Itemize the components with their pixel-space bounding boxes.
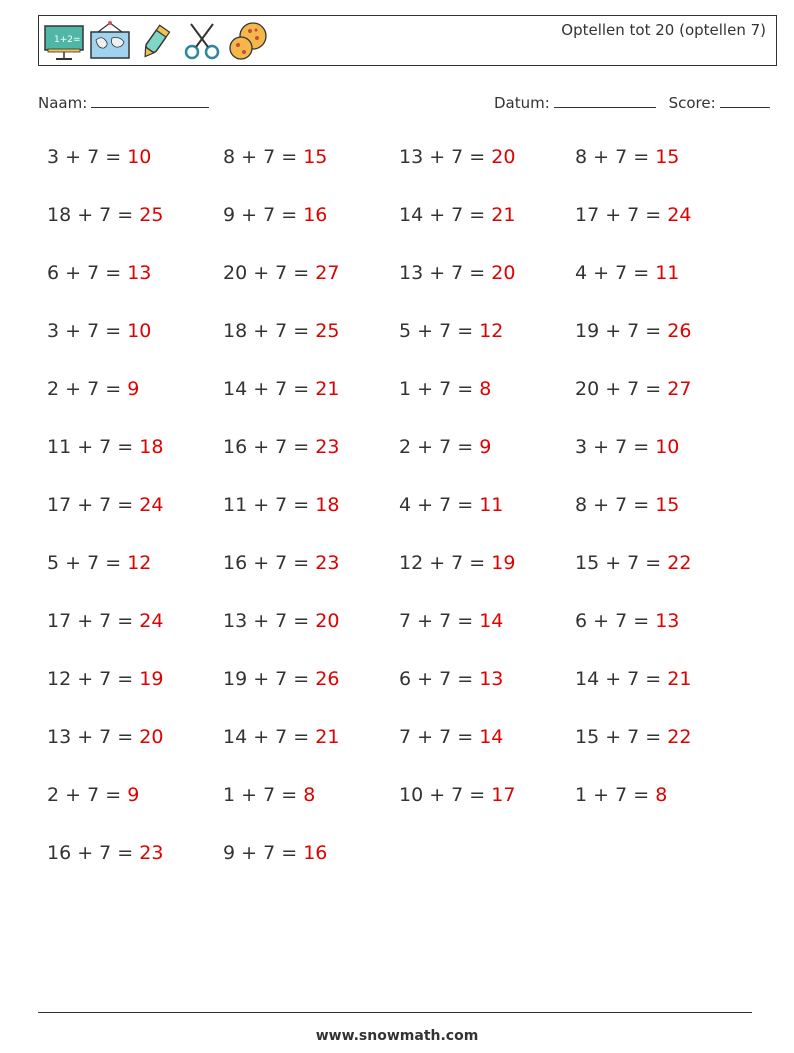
date-blank-line [554, 92, 656, 108]
problem-question: 8 + 7 = [575, 494, 656, 516]
problem-question: 16 + 7 = [223, 552, 316, 574]
problem-question: 12 + 7 = [399, 552, 492, 574]
problem-question: 5 + 7 = [47, 552, 128, 574]
footer-divider [38, 1012, 752, 1013]
problem-question: 6 + 7 = [575, 610, 656, 632]
problem-row [47, 378, 767, 436]
problem-item [223, 494, 399, 552]
problem-question: 14 + 7 = [575, 668, 668, 690]
problem-item [47, 320, 223, 378]
problem-row [47, 494, 767, 552]
problem-answer: 11 [479, 494, 504, 516]
problem-answer: 15 [655, 494, 680, 516]
problem-answer: 19 [139, 668, 164, 690]
problem-item [575, 610, 751, 668]
problem-answer: 13 [655, 610, 680, 632]
problem-question: 14 + 7 = [223, 378, 316, 400]
footer-site: www.snowmath.com [315, 1028, 479, 1044]
problem-answer: 21 [315, 726, 340, 748]
problem-question: 2 + 7 = [47, 784, 128, 806]
problem-answer: 14 [479, 726, 504, 748]
problem-answer: 22 [667, 726, 692, 748]
problem-answer: 8 [303, 784, 316, 806]
problem-answer: 21 [491, 204, 516, 226]
problem-question: 3 + 7 = [47, 320, 128, 342]
header-icons [42, 20, 270, 62]
problem-item [47, 146, 223, 204]
problem-answer: 24 [667, 204, 692, 226]
problem-item [223, 552, 399, 610]
problem-answer: 23 [315, 436, 340, 458]
problem-answer: 21 [315, 378, 340, 400]
problem-item [575, 146, 751, 204]
problem-question: 1 + 7 = [399, 378, 480, 400]
problem-row [47, 204, 767, 262]
problem-item [223, 436, 399, 494]
problem-answer: 12 [127, 552, 152, 574]
problem-question: 13 + 7 = [47, 726, 140, 748]
svg-text:1+2=: 1+2= [54, 35, 81, 45]
problem-answer: 23 [315, 552, 340, 574]
problem-row [47, 146, 767, 204]
problem-answer: 11 [655, 262, 680, 284]
cookie-icon [226, 20, 270, 62]
problem-item [399, 494, 575, 552]
problem-item [47, 726, 223, 784]
problem-question: 3 + 7 = [575, 436, 656, 458]
problem-answer: 24 [139, 610, 164, 632]
problem-question: 17 + 7 = [575, 204, 668, 226]
problem-answer: 20 [139, 726, 164, 748]
chalkboard-icon [42, 20, 86, 62]
problem-answer: 17 [491, 784, 516, 806]
problem-question: 13 + 7 = [399, 262, 492, 284]
problem-question: 7 + 7 = [399, 610, 480, 632]
problem-item [575, 784, 751, 842]
problem-answer: 16 [303, 204, 328, 226]
problem-answer: 19 [491, 552, 516, 574]
problem-item [399, 610, 575, 668]
problem-answer: 8 [479, 378, 492, 400]
problem-item [399, 784, 575, 842]
problem-question: 8 + 7 = [223, 146, 304, 168]
problem-item [47, 436, 223, 494]
problem-answer: 22 [667, 552, 692, 574]
problem-question: 19 + 7 = [223, 668, 316, 690]
problem-question: 16 + 7 = [223, 436, 316, 458]
problem-answer: 12 [479, 320, 504, 342]
problem-item [47, 204, 223, 262]
date-label: Datum: [494, 94, 550, 112]
problem-question: 20 + 7 = [223, 262, 316, 284]
worksheet-header [38, 15, 777, 66]
name-label: Naam: [38, 94, 88, 112]
problem-item [47, 842, 223, 900]
problem-question: 3 + 7 = [47, 146, 128, 168]
problem-row [47, 436, 767, 494]
problem-item [575, 436, 751, 494]
problem-answer: 15 [303, 146, 328, 168]
problem-question: 2 + 7 = [47, 378, 128, 400]
problem-answer: 13 [127, 262, 152, 284]
problem-item [575, 668, 751, 726]
problem-answer: 23 [139, 842, 164, 864]
problem-answer: 15 [655, 146, 680, 168]
problem-question: 17 + 7 = [47, 610, 140, 632]
problem-row [47, 262, 767, 320]
problem-question: 5 + 7 = [399, 320, 480, 342]
problem-answer: 18 [139, 436, 164, 458]
problem-answer: 13 [479, 668, 504, 690]
score-blank-line [720, 92, 770, 108]
problem-answer: 27 [667, 378, 692, 400]
problem-answer: 9 [127, 784, 140, 806]
marker-icon [134, 20, 178, 62]
problem-row [47, 726, 767, 784]
problem-item [399, 726, 575, 784]
problem-answer: 10 [127, 146, 152, 168]
problem-item [223, 784, 399, 842]
date-score-fields [494, 92, 770, 112]
problem-item [223, 262, 399, 320]
problem-answer: 20 [491, 262, 516, 284]
problem-answer: 10 [655, 436, 680, 458]
problem-answer: 9 [127, 378, 140, 400]
problem-item [575, 320, 751, 378]
problem-answer: 25 [139, 204, 164, 226]
problem-question: 6 + 7 = [399, 668, 480, 690]
problem-item [575, 204, 751, 262]
problem-question: 15 + 7 = [575, 726, 668, 748]
problem-question: 7 + 7 = [399, 726, 480, 748]
problem-question: 1 + 7 = [223, 784, 304, 806]
problem-item [399, 204, 575, 262]
problem-item [399, 262, 575, 320]
problem-item [575, 552, 751, 610]
problem-question: 15 + 7 = [575, 552, 668, 574]
problem-answer: 24 [139, 494, 164, 516]
problem-question: 4 + 7 = [575, 262, 656, 284]
problem-item [223, 204, 399, 262]
problem-question: 17 + 7 = [47, 494, 140, 516]
scissors-icon [180, 20, 224, 62]
problem-question: 9 + 7 = [223, 204, 304, 226]
problem-answer: 20 [315, 610, 340, 632]
map-board-icon [88, 20, 132, 62]
problem-question: 10 + 7 = [399, 784, 492, 806]
problem-item [575, 262, 751, 320]
problem-question: 8 + 7 = [575, 146, 656, 168]
problem-question: 9 + 7 = [223, 842, 304, 864]
problem-question: 11 + 7 = [223, 494, 316, 516]
problem-item [223, 320, 399, 378]
name-field [38, 92, 209, 112]
problem-row [47, 320, 767, 378]
problem-item [399, 378, 575, 436]
problem-question: 16 + 7 = [47, 842, 140, 864]
problem-item [223, 668, 399, 726]
problem-question: 13 + 7 = [223, 610, 316, 632]
problem-grid [47, 146, 767, 900]
problem-question: 18 + 7 = [223, 320, 316, 342]
problem-question: 11 + 7 = [47, 436, 140, 458]
problem-question: 19 + 7 = [575, 320, 668, 342]
problem-question: 14 + 7 = [223, 726, 316, 748]
problem-answer: 10 [127, 320, 152, 342]
name-blank-line [91, 92, 209, 108]
problem-answer: 8 [655, 784, 668, 806]
problem-item [399, 436, 575, 494]
problem-answer: 26 [667, 320, 692, 342]
problem-question: 4 + 7 = [399, 494, 480, 516]
problem-answer: 27 [315, 262, 340, 284]
problem-question: 12 + 7 = [47, 668, 140, 690]
problem-item [47, 668, 223, 726]
problem-row [47, 610, 767, 668]
problem-question: 13 + 7 = [399, 146, 492, 168]
problem-item [47, 494, 223, 552]
problem-question: 2 + 7 = [399, 436, 480, 458]
problem-answer: 25 [315, 320, 340, 342]
problem-answer: 16 [303, 842, 328, 864]
problem-item [47, 378, 223, 436]
problem-question: 6 + 7 = [47, 262, 128, 284]
problem-item [47, 262, 223, 320]
problem-item [399, 146, 575, 204]
problem-row [47, 552, 767, 610]
problem-row [47, 668, 767, 726]
problem-answer: 21 [667, 668, 692, 690]
problem-answer: 26 [315, 668, 340, 690]
problem-item [47, 552, 223, 610]
problem-item [223, 378, 399, 436]
problem-question: 20 + 7 = [575, 378, 668, 400]
worksheet-title: Optellen tot 20 (optellen 7) [561, 21, 766, 39]
problem-answer: 9 [479, 436, 492, 458]
problem-item [575, 726, 751, 784]
problem-item [223, 726, 399, 784]
problem-item [399, 320, 575, 378]
problem-answer: 18 [315, 494, 340, 516]
score-label: Score: [668, 94, 716, 112]
problem-item [47, 784, 223, 842]
problem-item [47, 610, 223, 668]
problem-item [399, 552, 575, 610]
problem-item [223, 610, 399, 668]
problem-item [575, 378, 751, 436]
problem-question: 14 + 7 = [399, 204, 492, 226]
problem-question: 18 + 7 = [47, 204, 140, 226]
problem-answer: 14 [479, 610, 504, 632]
problem-answer: 20 [491, 146, 516, 168]
problem-row [47, 784, 767, 842]
problem-item [399, 668, 575, 726]
problem-item [223, 146, 399, 204]
problem-question: 1 + 7 = [575, 784, 656, 806]
problem-row [47, 842, 767, 900]
problem-item [223, 842, 399, 900]
problem-item [575, 494, 751, 552]
